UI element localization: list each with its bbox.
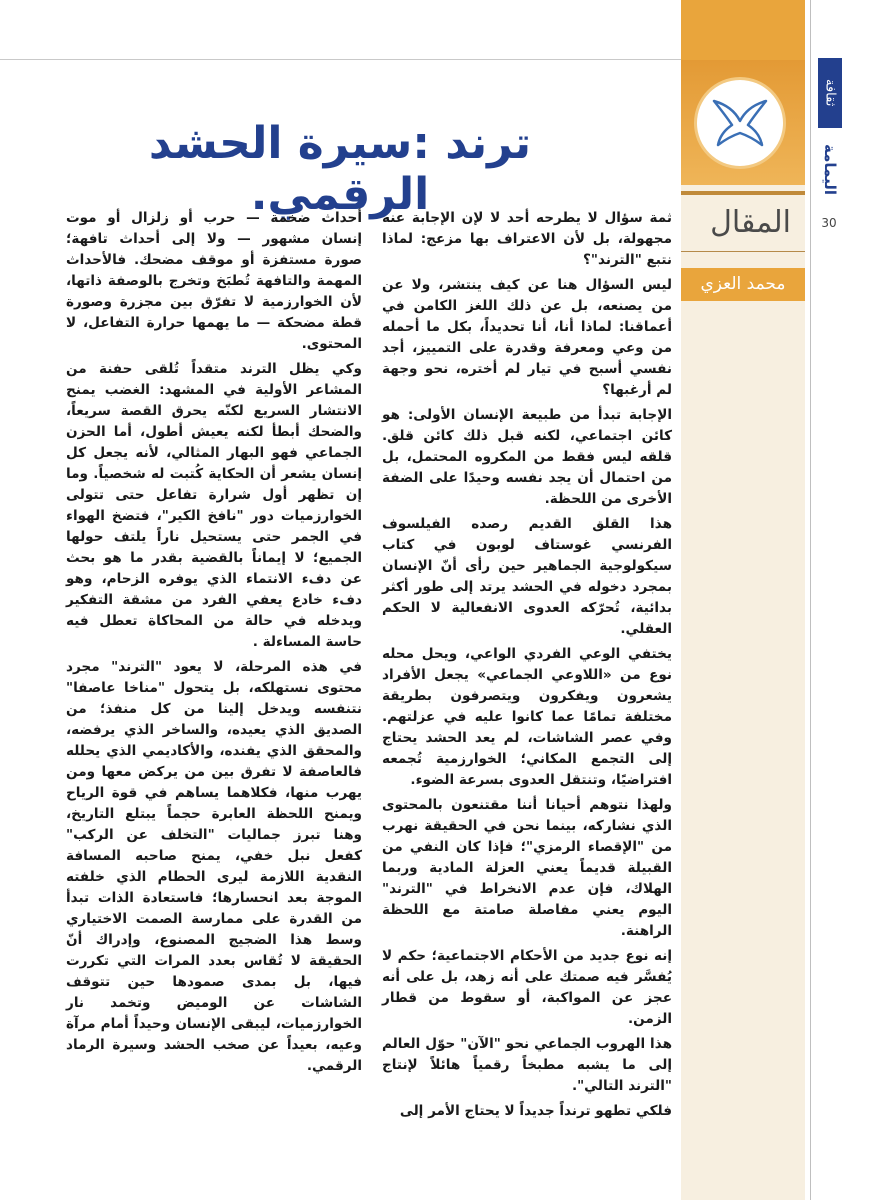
paragraph: إنه نوع جديد من الأحكام الاجتماعية؛ حكم لا يُفسَّر فيه صمتك على أنه زهد، بل على أنه عجز عن المواكبة، أو سقوط من قطار الزمن. — [382, 948, 672, 1027]
section-underline — [681, 251, 805, 252]
author-name: محمد العزي — [681, 268, 805, 301]
right-column — [382, 208, 672, 1126]
paragraph: هذا الهروب الجماعي نحو "الآن" حوّل العالم إلى ما يشبه مطبخاً رقمياً هائلاً لإنتاج "الترند التالي". — [382, 1036, 672, 1094]
left-column — [66, 208, 362, 1081]
section-label: المقال — [710, 205, 791, 240]
paragraph: الإجابة تبدأ من طبيعة الإنسان الأولى: هو كائن اجتماعي، لكنه قبل ذلك كائن قلق. قلقه ليس فقط من المكروه المحتمل، بل من احتمال أن يجد نفسه وحيدًا على الضفة الأخرى من اللحظة. — [382, 407, 672, 507]
paragraph: ولهذا نتوهم أحيانا أننا مقتنعون بالمحتوى الذي نشاركه، بينما نحن في الحقيقة نهرب من "الإقصاء الرمزي"؛ فإذا كان النفي من القبيلة قديماً يعني العزلة المادية وربما الهلاك، فإن عدم الانخراط في "الترند" اليوم يعني مفاصلة صامتة مع اللحظة الراهنة. — [382, 797, 672, 939]
paragraph: هذا القلق القديم رصده الفيلسوف الفرنسي غوستاف لوبون في كتاب سيكولوجية الجماهير حين رأى أنّ الإنسان بمجرد دخوله في الحشد يرتد إلى طور أكثر بدائية، تُحرّكه العدوى الانفعالية لا الحكم العقلي. — [382, 516, 672, 637]
bird-logo-icon — [697, 80, 783, 166]
paragraph: ليس السؤال هنا عن كيف ينتشر، ولا عن من يصنعه، بل عن ذلك اللغز الكامن في أعماقنا: لماذا أنا، أنا تحديداً، بكل ما أحمله من وعي ومعرفة وقدرة على التمييز، أجد نفسي أسبح في تيار لم أختره، نحو وجهة لم أرغبها؟ — [382, 277, 672, 398]
paragraph: فلكي تطهو ترنداً جديداً لا يحتاج الأمر إلى — [399, 1103, 672, 1119]
gold-rule — [681, 191, 805, 195]
page-number: 30 — [821, 216, 837, 230]
header-band — [681, 0, 805, 60]
paragraph: وكي يظل الترند متقداً تُلقى حفنة من المشاعر الأولية في المشهد: الغضب يمنح الانتشار السريع لكنّه يحرق القصة سريعاً، والضحك أبطأ لكنه يعيش أطول، أما الحزن الجماعي فهو البهار المثالي، لأنه يجعل كل إنسان يشعر أن الحكاية كُتبت له شخصياً. وما إن تظهر أول شرارة تفاعل حتى تتولى الخوارزميات دور "نافخ الكير"، فتضخ الهواء في الجمر حتى يستحيل ناراً يلتف حولها الجميع؛ لا إيماناً بالقضية بقدر ما هو بحث عن دفء الانتماء الذي يوفره الزحام، وهو دفء خادع يعفي الفرد من مشقة التفكير ويدخله في حالة من المحاكاة تعطل فيه حاسة المساءلة . — [66, 361, 362, 650]
margin-line — [810, 0, 811, 1200]
top-rule — [0, 59, 681, 60]
paragraph: أحداث ضخمة — حرب أو زلزال أو موت إنسان مشهور — ولا إلى أحداث تافهة؛ صورة مستفزة أو موقف مضحك. فالأحداث المهمة والتافهة تُطبَخ وتخرج بالوصفة ذاتها، لأن الخوارزمية لا تفرّق بين مجزرة وصورة قطة مضحكة — ما يهمها حرارة التفاعل، لا المحتوى. — [66, 210, 362, 352]
paragraph: في هذه المرحلة، لا يعود "الترند" مجرد محتوى نستهلكه، بل يتحول "مناخا عاصفا" نتنفسه ويدخل إلينا من كل منفذ؛ من الصديق الذي يعيده، والساخر الذي يرفضه، والمحقق الذي يفنده، والأكاديمي الذي يحلله فالعاصفة لا تفرق بين من يركض معها ومن يهرب منها، فكلاهما يساهم في قوة الرياح ويمنح اللحظة العابرة حجماً يبتلع التاريخ، وهنا تبرز جماليات "التخلف عن الركب" كفعل نبل خفي، يمنح صاحبه المسافة النقدية اللازمة ليرى الحطام الذي خلفته الموجة بعد انحسارها؛ فاستعادة الذات تبدأ من القدرة على ممارسة الصمت الاختياري وسط هذا الضجيج المصنوع، وإدراك أنّ الحقيقة لا تُقاس بعدد المرات التي تكررت فيها، بل بمدى صمودها حين تتوقف الشاشات عن الوميض وتخمد نار الخوارزميات، ليبقى الإنسان وحيداً أمام مرآة وعيه، بعيداً عن صخب الحشد وسيرة الرماد الرقمي. — [66, 659, 362, 1074]
paragraph: يختفي الوعي الفردي الواعي، ويحل محله نوع من «اللاوعي الجماعي» يجعل الأفراد يشعرون ويفكرون ويتصرفون بطريقة مختلفة تمامًا عما كانوا عليه في عزلتهم. وفي عصر الشاشات، لم يعد الحشد يحتاج إلى التجمع المكاني؛ الخوارزمية تُجمعه افتراضيًا، وتنتقل العدوى بسرعة الضوء. — [382, 646, 672, 788]
article-title: ترند :سيرة الحشد الرقمي. — [148, 118, 532, 220]
paragraph: ثمة سؤال لا يطرحه أحد لا لإن الإجابة عنه مجهولة، بل لأن الاعتراف بها مزعج: لماذا نتبع "الترند"؟ — [382, 210, 672, 268]
magazine-logo: اليمامة — [821, 143, 839, 195]
category-tab: ثقافة — [818, 58, 842, 128]
